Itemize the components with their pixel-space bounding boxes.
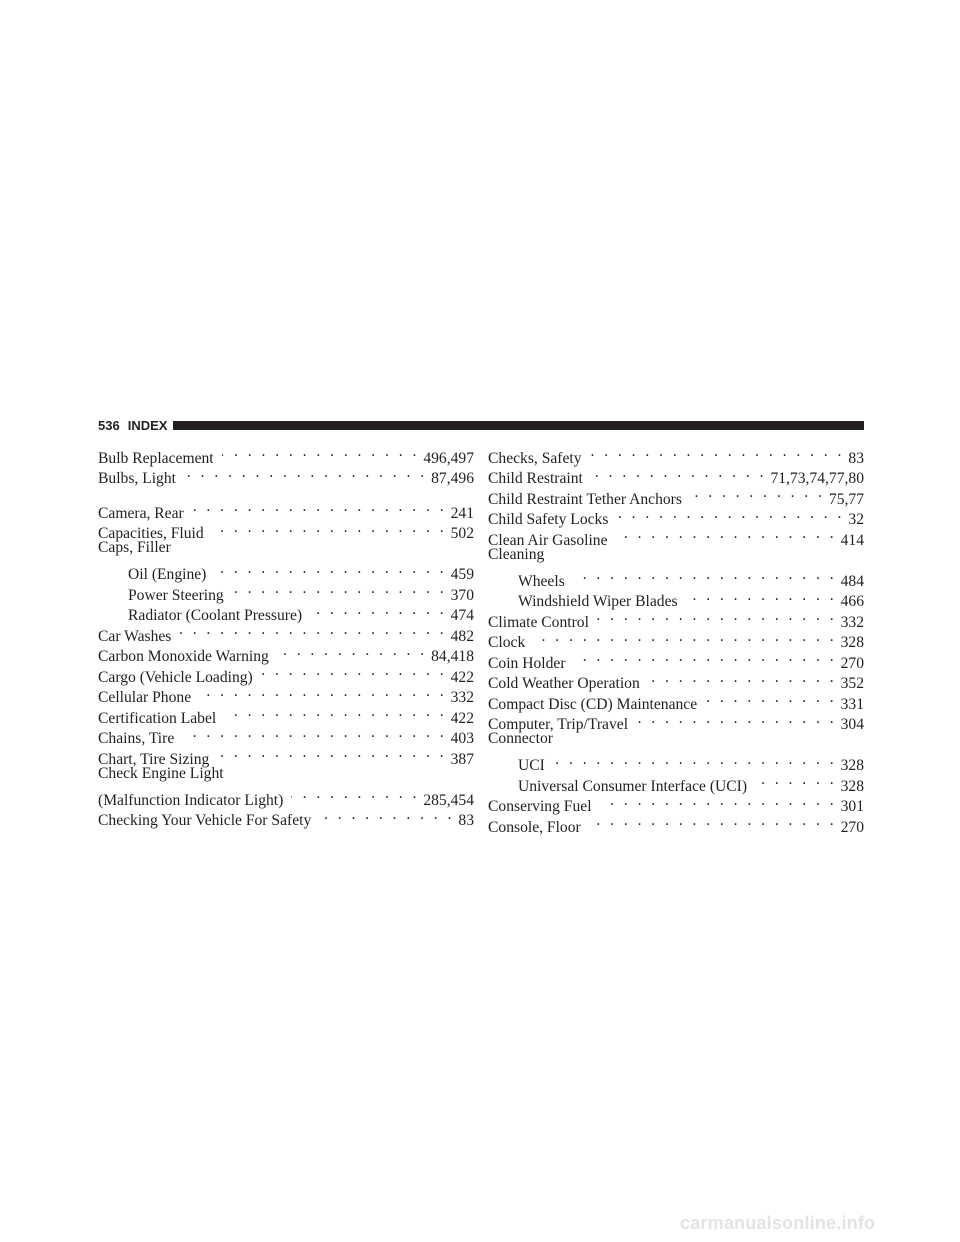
entry-label: Chart, Tire Sizing xyxy=(98,750,210,768)
entry-label: Checks, Safety xyxy=(488,449,582,467)
entry-label: Clock xyxy=(488,634,526,651)
dot-leader xyxy=(574,647,837,668)
entry-label: Radiator (Coolant Pressure) xyxy=(128,607,303,624)
dot-leader xyxy=(199,682,446,703)
dot-leader xyxy=(224,702,446,723)
dot-leader xyxy=(648,668,837,689)
dot-leader xyxy=(261,661,447,682)
entry-page-ref: 422 xyxy=(450,709,474,727)
entry-label: Carbon Monoxide Warning xyxy=(98,648,269,665)
entry-label: Chains, Tire xyxy=(98,730,175,747)
entry-page-ref: 83 xyxy=(458,812,474,829)
entry-page-ref: 331 xyxy=(840,695,864,713)
entry-page-ref: 328 xyxy=(840,634,864,651)
dot-leader xyxy=(217,743,446,764)
index-subentry xyxy=(488,565,864,590)
index-entry xyxy=(98,764,474,785)
entry-page-ref: 270 xyxy=(840,818,864,836)
index-column-right xyxy=(488,442,864,836)
entry-label: Clean Air Gasoline xyxy=(488,531,608,549)
index-entry xyxy=(488,647,864,672)
header-rule xyxy=(173,421,864,430)
entry-page-ref: 75,77 xyxy=(828,490,864,508)
dot-leader xyxy=(755,770,837,791)
entry-label: Universal Consumer Interface (UCI) xyxy=(518,777,748,795)
watermark: carmanualsonline.info xyxy=(680,1213,876,1233)
dot-leader xyxy=(277,641,427,662)
dot-leader xyxy=(686,586,837,607)
entry-label: Coin Holder xyxy=(488,654,566,672)
dot-leader xyxy=(616,504,844,525)
entry-label: Checking Your Vehicle For Safety xyxy=(98,812,312,829)
entry-label: Bulbs, Light xyxy=(98,470,176,487)
entry-label: Cargo (Vehicle Loading) xyxy=(98,668,253,686)
entry-page-ref: 328 xyxy=(840,777,864,795)
entry-label: Cold Weather Operation xyxy=(488,675,640,692)
entry-page-ref: 422 xyxy=(450,668,474,686)
entry-label: Certification Label xyxy=(98,709,217,727)
entry-page-ref: 83 xyxy=(848,449,864,467)
dot-leader xyxy=(690,483,825,504)
entry-label: Power Steering xyxy=(128,586,224,604)
index-column-left xyxy=(98,442,474,829)
dot-leader xyxy=(182,723,446,744)
entry-page-ref: 387 xyxy=(450,750,474,768)
entry-page-ref: 71,73,74,77,80 xyxy=(770,470,864,487)
entry-label: Cellular Phone xyxy=(98,689,192,706)
entry-label: Climate Control xyxy=(488,613,589,631)
index-entry xyxy=(488,442,864,467)
dot-leader xyxy=(590,442,845,463)
index-entry xyxy=(488,627,864,651)
entry-label: Child Safety Locks xyxy=(488,511,609,528)
index-subentry xyxy=(488,750,864,774)
entry-label: Child Restraint xyxy=(488,470,583,487)
dot-leader xyxy=(214,559,446,580)
entry-page-ref: 352 xyxy=(840,675,864,692)
entry-label: Computer, Trip/Travel xyxy=(488,716,629,733)
entry-label: Camera, Rear xyxy=(98,504,184,522)
entry-page-ref: 403 xyxy=(450,730,474,747)
dot-leader xyxy=(179,620,446,641)
dot-leader xyxy=(589,811,837,832)
entry-label: Windshield Wiper Blades xyxy=(518,593,678,610)
entry-page-ref: 301 xyxy=(840,798,864,815)
entry-page-ref: 484 xyxy=(840,572,864,590)
entry-page-ref: 332 xyxy=(450,689,474,706)
entry-page-ref: 502 xyxy=(450,525,474,542)
dot-leader xyxy=(192,497,447,518)
dot-leader xyxy=(591,463,767,484)
entry-page-ref: 496,497 xyxy=(423,449,474,467)
entry-page-ref: 270 xyxy=(840,654,864,672)
dot-leader xyxy=(232,579,447,600)
dot-leader xyxy=(184,463,427,484)
index-entry xyxy=(98,497,474,522)
entry-page-ref: 332 xyxy=(840,613,864,631)
entry-label: UCI xyxy=(518,757,545,774)
entry-label: Wheels xyxy=(518,572,565,590)
entry-page-ref: 466 xyxy=(840,593,864,610)
entry-page-ref: 370 xyxy=(450,586,474,604)
entry-label: Oil (Engine) xyxy=(128,566,207,583)
entry-page-ref: 84,418 xyxy=(431,648,474,665)
entry-label: Car Washes xyxy=(98,627,172,645)
dot-leader xyxy=(597,606,837,627)
entry-label: Child Restraint Tether Anchors xyxy=(488,490,682,508)
entry-label: Capacities, Fluid xyxy=(98,525,204,542)
entry-label: (Malfunction Indicator Light) xyxy=(98,791,284,809)
index-entry xyxy=(488,729,864,750)
section-title: INDEX xyxy=(127,417,168,433)
entry-page-ref: 328 xyxy=(840,757,864,774)
entry-label: Compact Disc (CD) Maintenance xyxy=(488,695,698,713)
entry-page-ref: 32 xyxy=(848,511,864,528)
index-entry xyxy=(98,538,474,559)
dot-leader xyxy=(310,600,447,621)
entry-label: Bulb Replacement xyxy=(98,449,214,467)
index-entry xyxy=(98,784,474,809)
entry-page-ref: 285,454 xyxy=(423,791,474,809)
dot-leader xyxy=(291,784,419,805)
page-number: 536 xyxy=(98,417,120,433)
page-header xyxy=(98,414,864,436)
index-entry xyxy=(98,442,474,467)
entry-label: Conserving Fuel xyxy=(488,798,592,815)
entry-page-ref: 241 xyxy=(450,504,474,522)
dot-leader xyxy=(222,442,420,463)
entry-page-ref: 304 xyxy=(840,716,864,733)
dot-leader xyxy=(616,524,837,545)
entry-page-ref: 414 xyxy=(840,531,864,549)
dot-leader xyxy=(705,688,836,709)
entry-label: Connector xyxy=(488,730,553,747)
entry-label: Check Engine Light xyxy=(98,764,224,782)
dot-leader xyxy=(573,565,837,586)
dot-leader xyxy=(212,518,447,539)
entry-page-ref: 87,496 xyxy=(431,470,474,487)
dot-leader xyxy=(553,750,837,771)
entry-page-ref: 482 xyxy=(450,627,474,645)
dot-leader xyxy=(533,627,836,648)
dot-leader xyxy=(600,791,837,812)
entry-page-ref: 459 xyxy=(450,566,474,583)
entry-label: Caps, Filler xyxy=(98,539,171,556)
entry-label: Console, Floor xyxy=(488,818,581,836)
index-subentry xyxy=(98,559,474,583)
dot-leader xyxy=(636,709,837,730)
dot-leader xyxy=(319,805,454,826)
entry-page-ref: 474 xyxy=(450,607,474,624)
entry-label: Cleaning xyxy=(488,545,545,563)
